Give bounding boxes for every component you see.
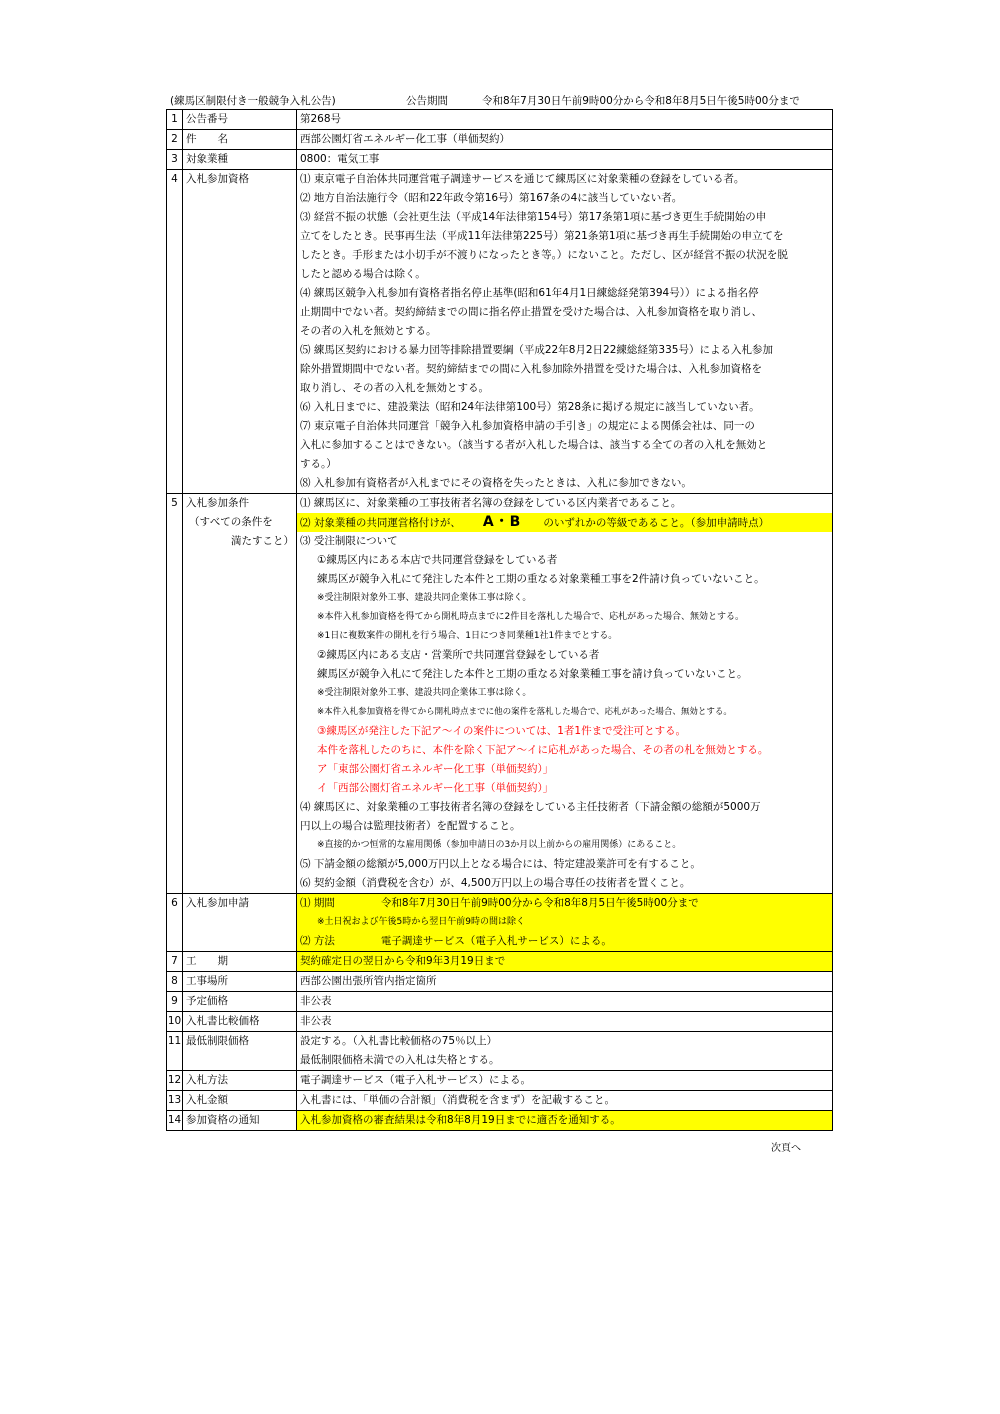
list-item: ⑹ 入札日までに、建設業法（昭和24年法律第100号）第28条に掲げる規定に該当していない者。	[300, 401, 760, 413]
list-item: ⑵ 地方自治法施行令（昭和22年政令第16号）第167条の4に該当していない者。	[300, 192, 683, 204]
list-item: 入札に参加することはできない。（該当する者が入札した場合は、該当する全ての者の入札を無効と	[300, 439, 768, 451]
next-page-note: 次頁へ	[771, 1143, 801, 1154]
row-number: 14	[167, 1111, 183, 1131]
table-row	[167, 894, 833, 952]
table-row	[167, 170, 833, 494]
notice-table	[166, 109, 833, 1131]
row-label: 入札参加資格	[186, 173, 249, 185]
method-value: 電子調達サービス（電子入札サービス）による。	[380, 935, 612, 947]
list-item: ⑷ 練馬区競争入札参加有資格者指名停止基準(昭和61年4月1日練総経発第394号））による指名停	[300, 287, 759, 299]
red-note: 本件を落札したのちに、本件を除く下記ア～イに応札があった場合、その者の札を無効とする。	[317, 744, 769, 756]
note-item: ※土日祝および午後5時から翌日午前9時の間は除く	[317, 917, 525, 927]
row-number: 2	[167, 130, 183, 150]
list-item: ⑴ 東京電子自治体共同運営電子調達サービスを通じて練馬区に対象業種の登録をしている者。	[300, 173, 745, 185]
row-number: 4	[167, 170, 183, 494]
list-item: ⑴ 練馬区に、対象業種の工事技術者名簿の登録をしている区内業者であること。	[300, 497, 682, 509]
note-item: ※受注制限対象外工事、建設共同企業体工事は除く。	[317, 593, 532, 603]
list-item: したとき。手形または小切手が不渡りになったとき等。）にないこと。ただし、区が経営不振の状況を脱	[300, 249, 788, 261]
comparison-price: 非公表	[300, 1015, 332, 1027]
application-period	[300, 894, 832, 913]
table-row	[167, 972, 833, 992]
period-label: 公告期間	[406, 95, 448, 107]
list-item: 練馬区が競争入札にて発注した本件と工期の重なる対象業種工事を2件請け負っていないこと。	[317, 573, 765, 585]
period-value: 令和8年7月30日午前9時00分から令和8年8月5日午後5時00分まで	[482, 95, 800, 107]
row-label: 参加資格の通知	[186, 1114, 260, 1126]
table-row	[167, 952, 833, 972]
list-item: ⑸ 下請金額の総額が5,000万円以上となる場合には、特定建設業許可を有すること。	[300, 858, 701, 870]
row-label: 件 名	[186, 133, 228, 145]
row-number: 3	[167, 150, 183, 170]
red-note: イ「西部公園灯省エネルギー化工事（単価契約）」	[317, 782, 554, 794]
rank-label: ⑵ 対象業種の共同運営格付けが、	[300, 517, 461, 529]
table-row	[167, 494, 833, 894]
row-number: 6	[167, 894, 183, 952]
qualification-notice: 入札参加資格の審査結果は令和8年8月19日までに適否を通知する。	[300, 1114, 621, 1126]
row-number: 1	[167, 110, 183, 130]
minimum-price: 設定する。（入札書比較価格の75％以上）	[300, 1035, 498, 1047]
row-label: 工事場所	[186, 975, 228, 987]
notice-title: (練馬区制限付き一般競争入札公告)	[170, 95, 336, 107]
list-item: その者の入札を無効とする。	[300, 325, 437, 337]
row-label-sub: 満たすこと）	[231, 535, 294, 547]
list-item: 除外措置期間中でない者。契約締結までの間に入札参加除外措置を受けた場合は、入札参加資格を	[300, 363, 762, 375]
row-label: 入札方法	[186, 1074, 228, 1086]
estimated-price: 非公表	[300, 995, 332, 1007]
row-number: 11	[167, 1032, 183, 1071]
construction-site: 西部公園出張所管内指定箇所	[300, 975, 437, 987]
list-item: したと認める場合は除く。	[300, 268, 426, 280]
row-number: 7	[167, 952, 183, 972]
note-item: ※1日に複数案件の開札を行う場合、1日につき同業種1社1件までとする。	[317, 631, 618, 641]
table-row	[167, 1012, 833, 1032]
note-item: ※直接的かつ恒常的な雇用関係（参加申請日の3か月以上前からの雇用関係）にあること。	[317, 840, 682, 850]
table-row	[167, 1091, 833, 1111]
list-item: ⑹ 契約金額（消費税を含む）が、4,500万円以上の場合専任の技術者を置くこと。	[300, 877, 691, 889]
list-item: ⑸ 練馬区契約における暴力団等排除措置要綱（平成22年8月2日22練総経第335号）による入札参加	[300, 344, 773, 356]
table-row	[167, 1111, 833, 1131]
note-item: ※本件入札参加資格を得てから開札時点までに他の案件を落札した場合で、応札があった場合、無効とする。	[317, 707, 732, 717]
list-item: ②練馬区内にある支店・営業所で共同運営登録をしている者	[317, 649, 600, 661]
row-label: 工 期	[186, 955, 228, 967]
row-number: 5	[167, 494, 183, 894]
list-item: する。）	[300, 458, 337, 470]
period-label: ⑴ 期間	[300, 897, 335, 909]
application-info	[297, 894, 833, 952]
row-label-sub: （すべての条件を	[189, 516, 273, 528]
list-item: ⑻ 入札参加有資格者が入札までにその資格を失ったときは、入札に参加できない。	[300, 477, 692, 489]
row-label: 公告番号	[186, 113, 228, 125]
minimum-price-note: 最低制限価格未満での入札は失格とする。	[300, 1054, 500, 1066]
row-number: 9	[167, 992, 183, 1012]
row-label: 最低制限価格	[186, 1035, 249, 1047]
list-item: ⑶ 経営不振の状態（会社更生法（平成14年法律第154号）第17条第1項に基づき更生手続開始の申	[300, 211, 767, 223]
list-item: 止期間中でない者。契約締結までの間に指名停止措置を受けた場合は、入札参加資格を取り消し、	[300, 306, 762, 318]
method-label: ⑵ 方法	[300, 935, 335, 947]
bid-method: 電子調達サービス（電子入札サービス）による。	[300, 1074, 531, 1086]
red-note: ア「東部公園灯省エネルギー化工事（単価契約）」	[317, 763, 554, 775]
table-row	[167, 1071, 833, 1091]
table-row	[167, 130, 833, 150]
row-number: 13	[167, 1091, 183, 1111]
row-number: 8	[167, 972, 183, 992]
row-label: 対象業種	[186, 153, 228, 165]
row-number: 12	[167, 1071, 183, 1091]
row-label: 予定価格	[186, 995, 228, 1007]
application-method	[300, 932, 832, 951]
row-label: 入札金額	[186, 1094, 228, 1106]
row-label: 入札参加申請	[186, 897, 249, 909]
row-label: 入札参加条件	[186, 497, 249, 509]
table-row	[167, 150, 833, 170]
business-type: 0800：電気工事	[300, 153, 380, 165]
rank-condition	[297, 513, 832, 532]
list-item: ⑷ 練馬区に、対象業種の工事技術者名簿の登録をしている主任技術者（下請金額の総額が5000万	[300, 801, 761, 813]
table-row	[167, 1032, 833, 1071]
list-item: 取り消し、その者の入札を無効とする。	[300, 382, 489, 394]
list-item: ①練馬区内にある本店で共同運営登録をしている者	[317, 554, 558, 566]
red-note: ③練馬区が発注した下記ア～イの案件については、1者1件まで受注可とする。	[317, 725, 687, 737]
bid-amount: 入札書には、「単価の合計額」（消費税を含まず）を記載すること。	[300, 1094, 615, 1106]
project-name: 西部公園灯省エネルギー化工事（単価契約）	[300, 133, 510, 145]
table-row	[167, 992, 833, 1012]
note-item: ※本件入札参加資格を得てから開札時点までに2件目を落札した場合で、応札があった場合、無効とする。	[317, 612, 744, 622]
row-number: 10	[167, 1012, 183, 1032]
rank-grades: A・B	[482, 514, 522, 530]
row-label: 入札書比較価格	[186, 1015, 260, 1027]
list-item: ⑺ 東京電子自治体共同運営「競争入札参加資格申請の手引き」の規定による関係会社は、同一の	[300, 420, 755, 432]
note-item: ※受注制限対象外工事、建設共同企業体工事は除く。	[317, 688, 532, 698]
list-item: 練馬区が競争入札にて発注した本件と工期の重なる対象業種工事を請け負っていないこと。	[317, 668, 748, 680]
list-item: 円以上の場合は監理技術者）を配置すること。	[300, 820, 521, 832]
list-item: 立てをしたとき。民事再生法（平成11年法律第225号）第21条第1項に基づき再生手続開始の申立てを	[300, 230, 784, 242]
list-item: ⑶ 受注制限について	[300, 535, 398, 547]
table-row	[167, 110, 833, 130]
notice-number: 第268号	[300, 113, 342, 125]
conditions-list	[297, 494, 833, 894]
period-value: 令和8年7月30日午前9時00分から令和8年8月5日午後5時00分まで	[380, 897, 699, 909]
qualification-list	[297, 170, 833, 494]
construction-period: 契約確定日の翌日から令和9年3月19日まで	[300, 955, 506, 967]
rank-suffix: のいずれかの等級であること。（参加申請時点）	[543, 517, 770, 529]
